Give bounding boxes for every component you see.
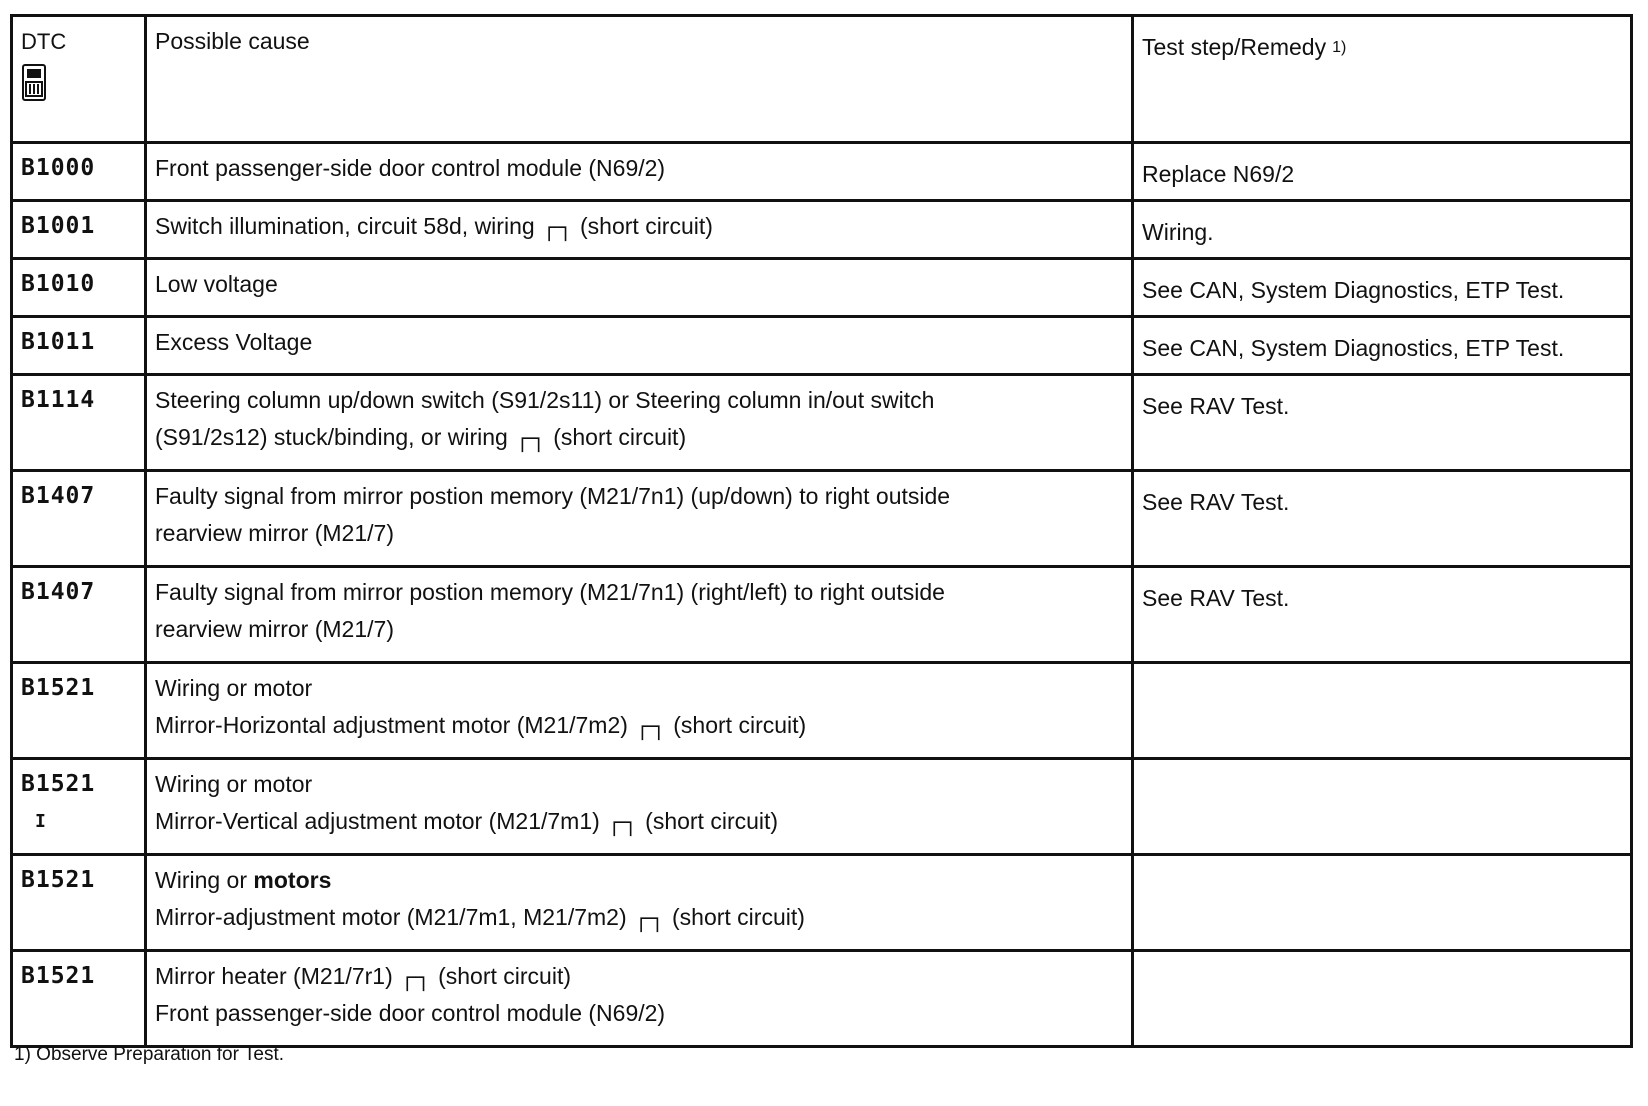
table-row bbox=[12, 471, 1632, 567]
remedy-cell: See CAN, System Diagnostics, ETP Test. bbox=[1133, 317, 1632, 375]
cause-cell bbox=[146, 855, 1133, 951]
cause-cell bbox=[146, 567, 1133, 663]
remedy-cell bbox=[1133, 951, 1632, 1047]
cause-line: rearview mirror (M21/7) bbox=[155, 520, 394, 546]
remedy-cell: See RAV Test. bbox=[1133, 375, 1632, 471]
cause-prefix: Wiring or bbox=[155, 867, 254, 893]
cause-line: Steering column up/down switch (S91/2s11) or Steering column in/out switch bbox=[155, 387, 935, 413]
cause-cell bbox=[146, 663, 1133, 759]
dtc-code: B1114 bbox=[12, 375, 146, 471]
cause-cell bbox=[146, 471, 1133, 567]
table-row bbox=[12, 317, 1632, 375]
remedy-cell bbox=[1133, 663, 1632, 759]
dtc-code: B1001 bbox=[12, 201, 146, 259]
cause-cell bbox=[146, 259, 1133, 317]
dtc-code: B1011 bbox=[12, 317, 146, 375]
header-remedy: Test step/Remedy bbox=[1142, 34, 1327, 60]
remedy-cell bbox=[1133, 759, 1632, 855]
cause-line: Front passenger-side door control module (N69/2) bbox=[155, 155, 666, 181]
header-remedy-footnote-ref: 1) bbox=[1332, 39, 1347, 56]
header-cause: Possible cause bbox=[146, 16, 1133, 143]
header-dtc-cell bbox=[12, 16, 146, 143]
header-remedy-cell bbox=[1133, 16, 1632, 143]
table-row bbox=[12, 855, 1632, 951]
table-row bbox=[12, 759, 1632, 855]
dtc-code-cell bbox=[12, 759, 146, 855]
dtc-code: B1010 bbox=[12, 259, 146, 317]
table-row bbox=[12, 663, 1632, 759]
table-row bbox=[12, 259, 1632, 317]
table-row bbox=[12, 951, 1632, 1047]
remedy-cell bbox=[1133, 855, 1632, 951]
cause-bold: motors bbox=[253, 867, 332, 893]
cause-cell bbox=[146, 317, 1133, 375]
cause-line: Mirror-Horizontal adjustment motor (M21/7m2) ┌┐ (short circuit) bbox=[155, 712, 807, 738]
cause-line: Wiring or motor bbox=[155, 675, 313, 701]
dtc-code-note: I bbox=[35, 811, 47, 832]
dtc-code: B1521 bbox=[12, 663, 146, 759]
cause-line: (S91/2s12) stuck/binding, or wiring ┌┐ (short circuit) bbox=[155, 424, 687, 450]
dtc-code: B1000 bbox=[12, 143, 146, 201]
table-row bbox=[12, 143, 1632, 201]
cause-cell bbox=[146, 201, 1133, 259]
cause-cell bbox=[146, 759, 1133, 855]
cause-line bbox=[155, 862, 1123, 899]
cause-line: Faulty signal from mirror postion memory (M21/7n1) (right/left) to right outside bbox=[155, 579, 945, 605]
cause-cell bbox=[146, 375, 1133, 471]
dtc-code: B1407 bbox=[12, 471, 146, 567]
diagnostic-tester-icon bbox=[21, 64, 47, 102]
dtc-code: B1521 bbox=[21, 771, 96, 797]
table-header-row bbox=[12, 16, 1632, 143]
cause-line: Switch illumination, circuit 58d, wiring ┌┐ (short circuit) bbox=[155, 213, 713, 239]
remedy-cell: Wiring. bbox=[1133, 201, 1632, 259]
table-row bbox=[12, 201, 1632, 259]
cause-line: rearview mirror (M21/7) bbox=[155, 616, 394, 642]
dtc-code: B1521 bbox=[12, 855, 146, 951]
table-row bbox=[12, 567, 1632, 663]
header-dtc: DTC bbox=[21, 29, 67, 54]
cause-line: Front passenger-side door control module (N69/2) bbox=[155, 1000, 666, 1026]
remedy-cell: Replace N69/2 bbox=[1133, 143, 1632, 201]
cause-line: Faulty signal from mirror postion memory (M21/7n1) (up/down) to right outside bbox=[155, 483, 951, 509]
cause-cell bbox=[146, 143, 1133, 201]
cause-line: Excess Voltage bbox=[155, 329, 313, 355]
remedy-cell: See RAV Test. bbox=[1133, 567, 1632, 663]
cause-line: Mirror-adjustment motor (M21/7m1, M21/7m2) ┌┐ (short circuit) bbox=[155, 904, 805, 930]
remedy-cell: See RAV Test. bbox=[1133, 471, 1632, 567]
remedy-cell: See CAN, System Diagnostics, ETP Test. bbox=[1133, 259, 1632, 317]
dtc-table bbox=[10, 14, 1633, 1048]
cause-cell bbox=[146, 951, 1133, 1047]
table-row bbox=[12, 375, 1632, 471]
cause-line: Mirror heater (M21/7r1) ┌┐ (short circuit) bbox=[155, 963, 571, 989]
dtc-code: B1407 bbox=[12, 567, 146, 663]
cause-line: Low voltage bbox=[155, 271, 278, 297]
dtc-code: B1521 bbox=[12, 951, 146, 1047]
cause-line: Mirror-Vertical adjustment motor (M21/7m1) ┌┐ (short circuit) bbox=[155, 808, 779, 834]
footnote: 1) Observe Preparation for Test. bbox=[14, 1044, 284, 1065]
cause-line: Wiring or motor bbox=[155, 771, 313, 797]
